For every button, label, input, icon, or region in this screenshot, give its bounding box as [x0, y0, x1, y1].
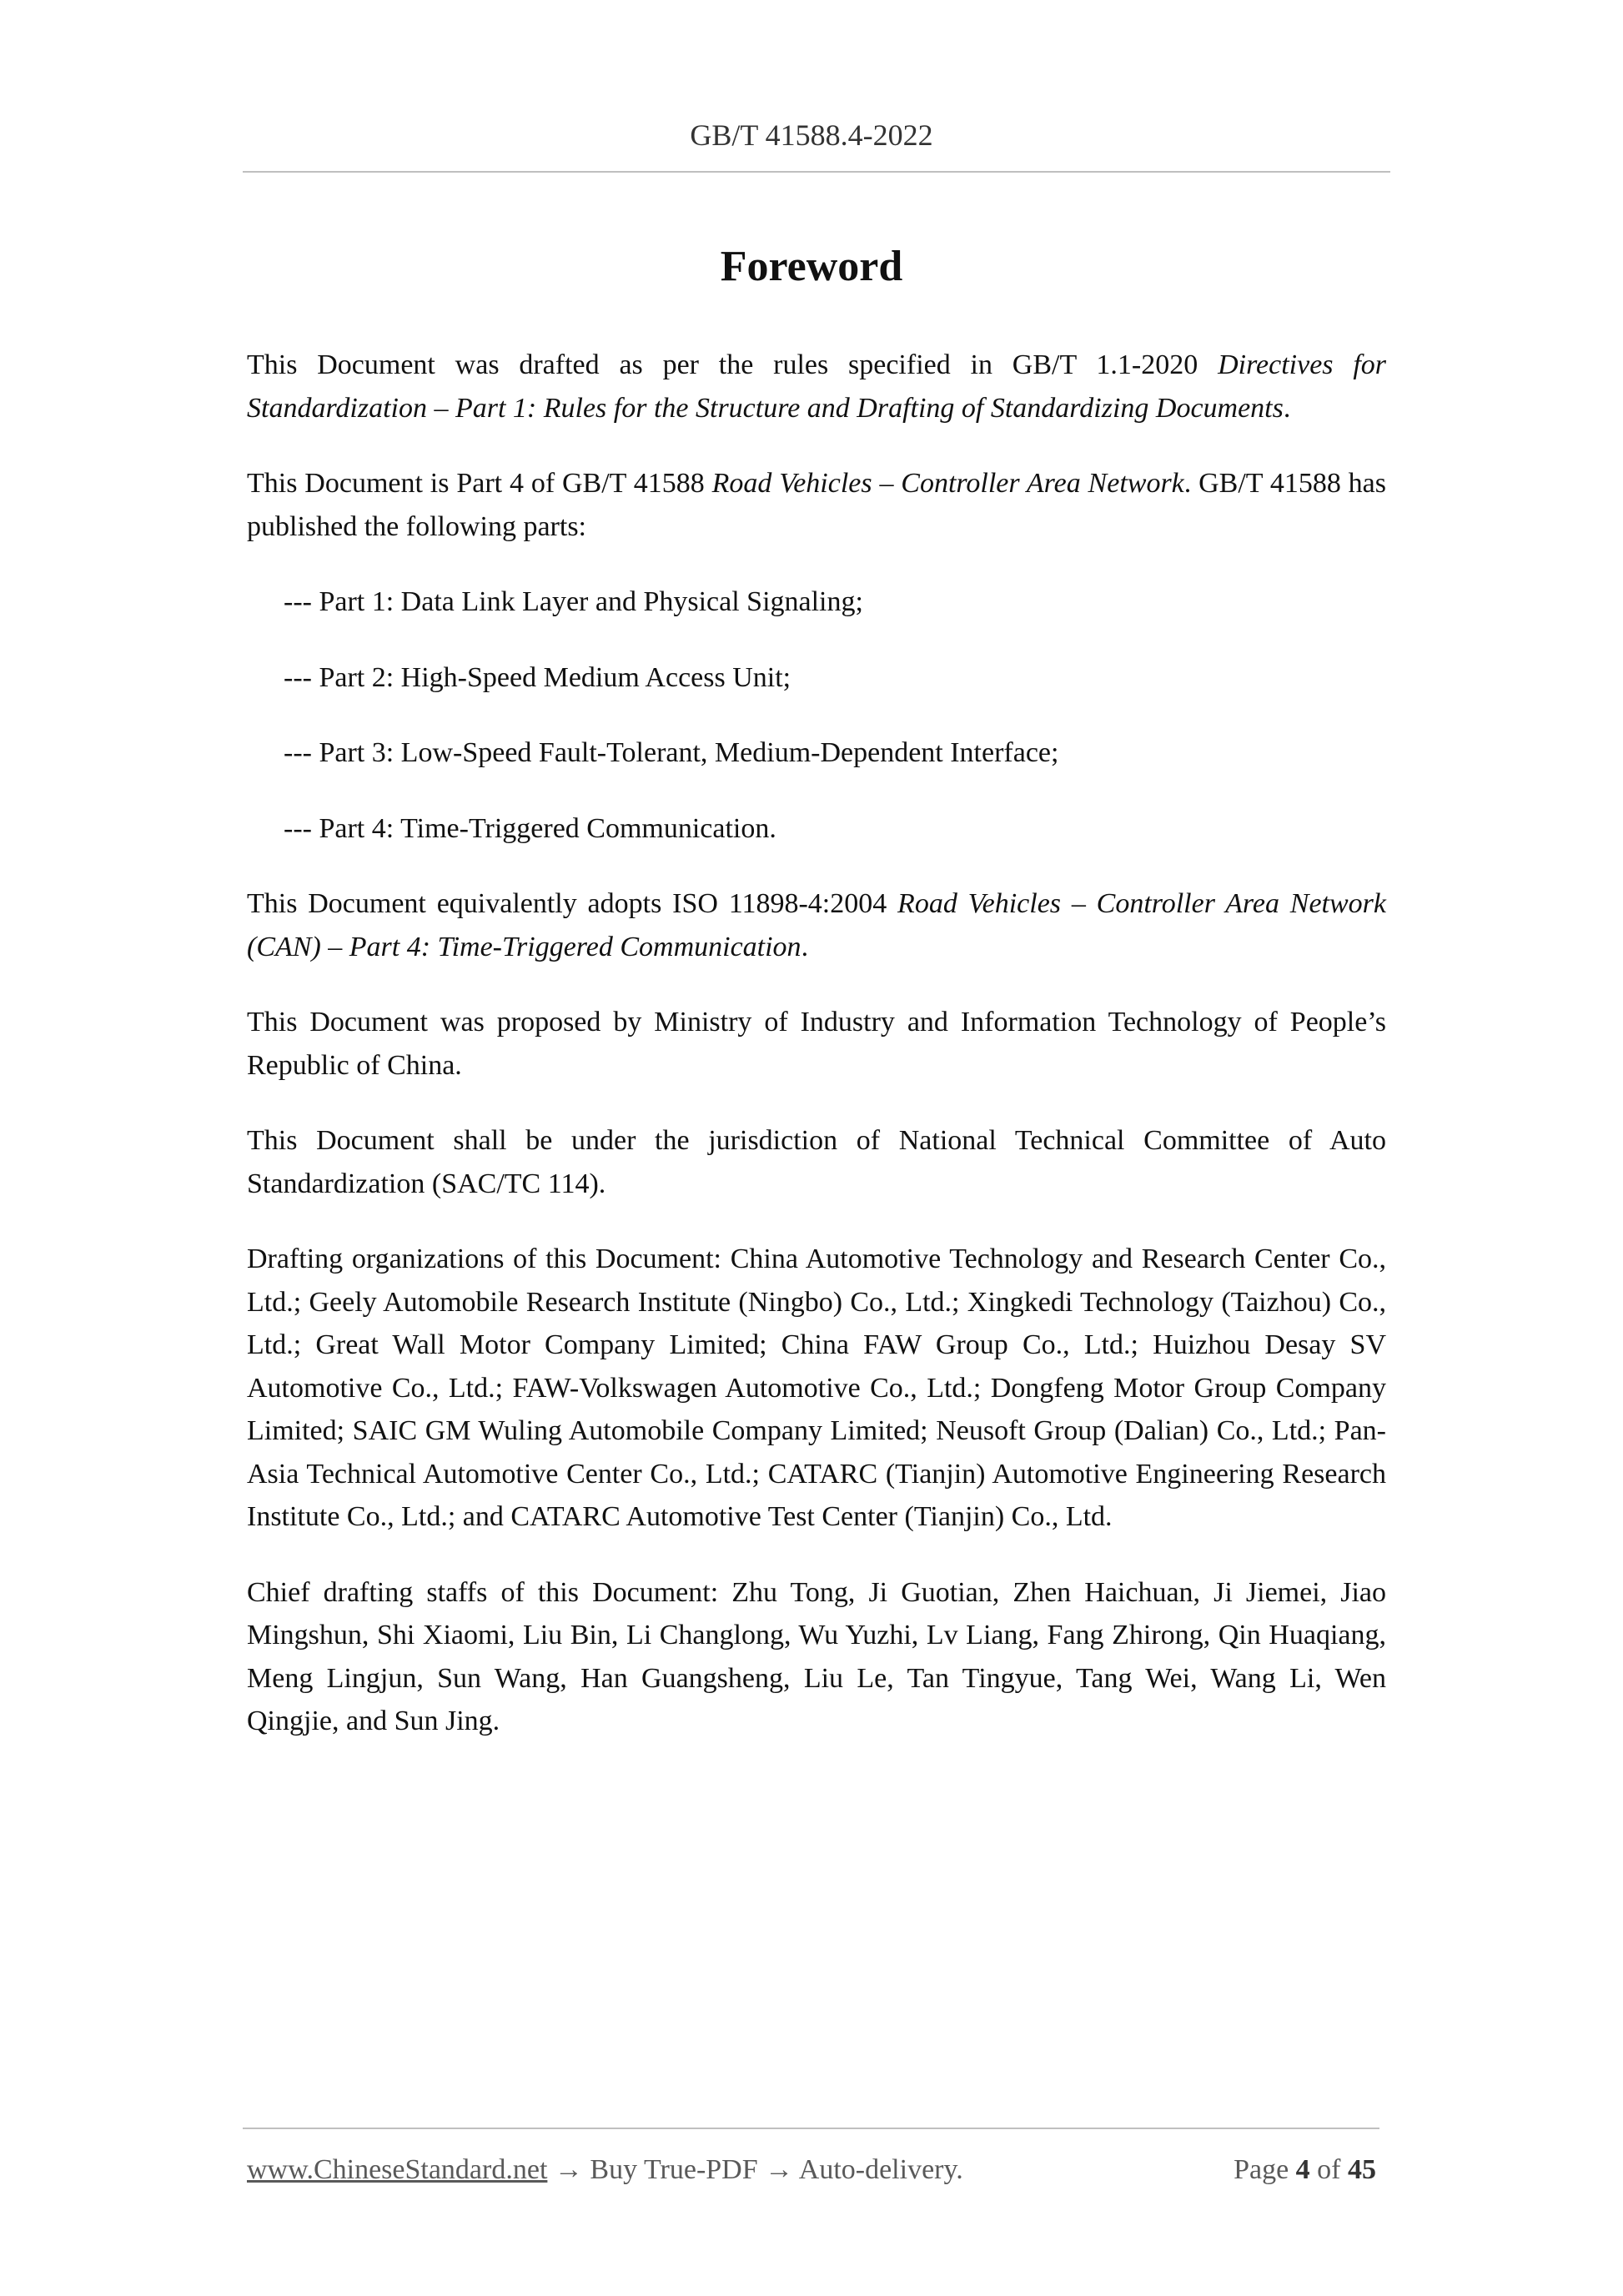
list-item-part-3: --- Part 3: Low-Speed Fault-Tolerant, Medium-Dependent Interface; [284, 737, 1059, 768]
paragraph-drafting-organizations: Drafting organizations of this Document: China Automotive Technology and Research Center Co., Ltd.; Geely Automobile Research Institute (Ningbo) Co., Ltd.; Xingkedi Technology (Taizhou) Co., Ltd.; Great Wall Motor Company Limited; China FAW Group Co., Ltd.; Huizhou Desay SV Automotive Co., Ltd.; FAW-Volkswagen Automotive Co., Ltd.; Dongfeng Motor Group Company Limited; SAIC GM Wuling Automobile Company Limited; Neusoft Group (Dalian) Co., Ltd.; Pan-Asia Technical Automotive Center Co., Ltd.; CATARC (Tianjin) Automotive Engineering Research Institute Co., Ltd.; and CATARC Automotive Test Center (Tianjin) Co., Ltd. [247, 1243, 1386, 1532]
paragraph-italic-title: Directives for Standardization – Part 1: Rules for the Structure and Drafting of Standardizing Documents [247, 349, 1387, 424]
paragraph-end: . [801, 931, 809, 962]
website-link[interactable]: www.ChineseStandard.net [247, 2154, 548, 2185]
page-footer [247, 2152, 1376, 2188]
of-label: of [1317, 2154, 1341, 2185]
page-total: 45 [1348, 2154, 1376, 2185]
paragraph-italic-title: Road Vehicles – Controller Area Network [711, 468, 1184, 499]
foreword-body [247, 344, 1386, 1776]
list-item-part-2: --- Part 2: High-Speed Medium Access Unit; [284, 661, 791, 693]
page-number [1234, 2152, 1376, 2188]
page-label: Page [1234, 2154, 1289, 2185]
paragraph-proposed-by: This Document was proposed by Ministry of Industry and Information Technology of People’s Republic of China. [247, 1007, 1386, 1081]
paragraph-end: . [1283, 392, 1291, 424]
paragraph-drafting-staff: Chief drafting staffs of this Document: Zhu Tong, Ji Guotian, Zhen Haichuan, Ji Jiemei, Jiao Mingshun, Shi Xiaomi, Liu Bin, Li Changlong, Wu Yuzhi, Lv Liang, Fang Zhirong, Qin Huaqiang, Meng Lingjun, Sun Wang, Han Guangsheng, Liu Le, Tan Tingyue, Tang Wei, Wang Li, Wen Qingjie, and Sun Jing. [247, 1576, 1386, 1736]
paragraph-italic-title: Road Vehicles – Controller Area Network (CAN) – Part 4: Time-Triggered Communication [247, 888, 1386, 962]
page-current: 4 [1295, 2154, 1310, 2185]
paragraph-iso-adoption [247, 882, 1386, 968]
paragraph-drafting-rules [247, 344, 1386, 430]
paragraph-text: This Document is Part 4 of GB/T 41588 [247, 468, 712, 499]
promo-text: → Buy True-PDF → Auto-delivery. [547, 2154, 963, 2185]
paragraph-text: This Document equivalently adopts ISO 11898-4:2004 [247, 888, 898, 919]
page-title: Foreword [720, 243, 903, 290]
header-doc-code: GB/T 41588.4-2022 [690, 118, 933, 152]
paragraph-end: . GB/T 41588 has published the following parts: [247, 468, 1386, 542]
paragraph-part-info [247, 462, 1386, 548]
paragraph-text: This Document was drafted as per the rules specified in GB/T 1.1-2020 [247, 349, 1219, 380]
paragraph-jurisdiction: This Document shall be under the jurisdiction of National Technical Committee of Auto Standardization (SAC/TC 114). [247, 1125, 1386, 1199]
footer-divider [243, 2128, 1379, 2129]
list-item-part-4: --- Part 4: Time-Triggered Communication. [284, 812, 776, 844]
header-divider [243, 171, 1390, 173]
footer-promo [247, 2152, 963, 2188]
list-item-part-1: --- Part 1: Data Link Layer and Physical Signaling; [284, 586, 863, 617]
